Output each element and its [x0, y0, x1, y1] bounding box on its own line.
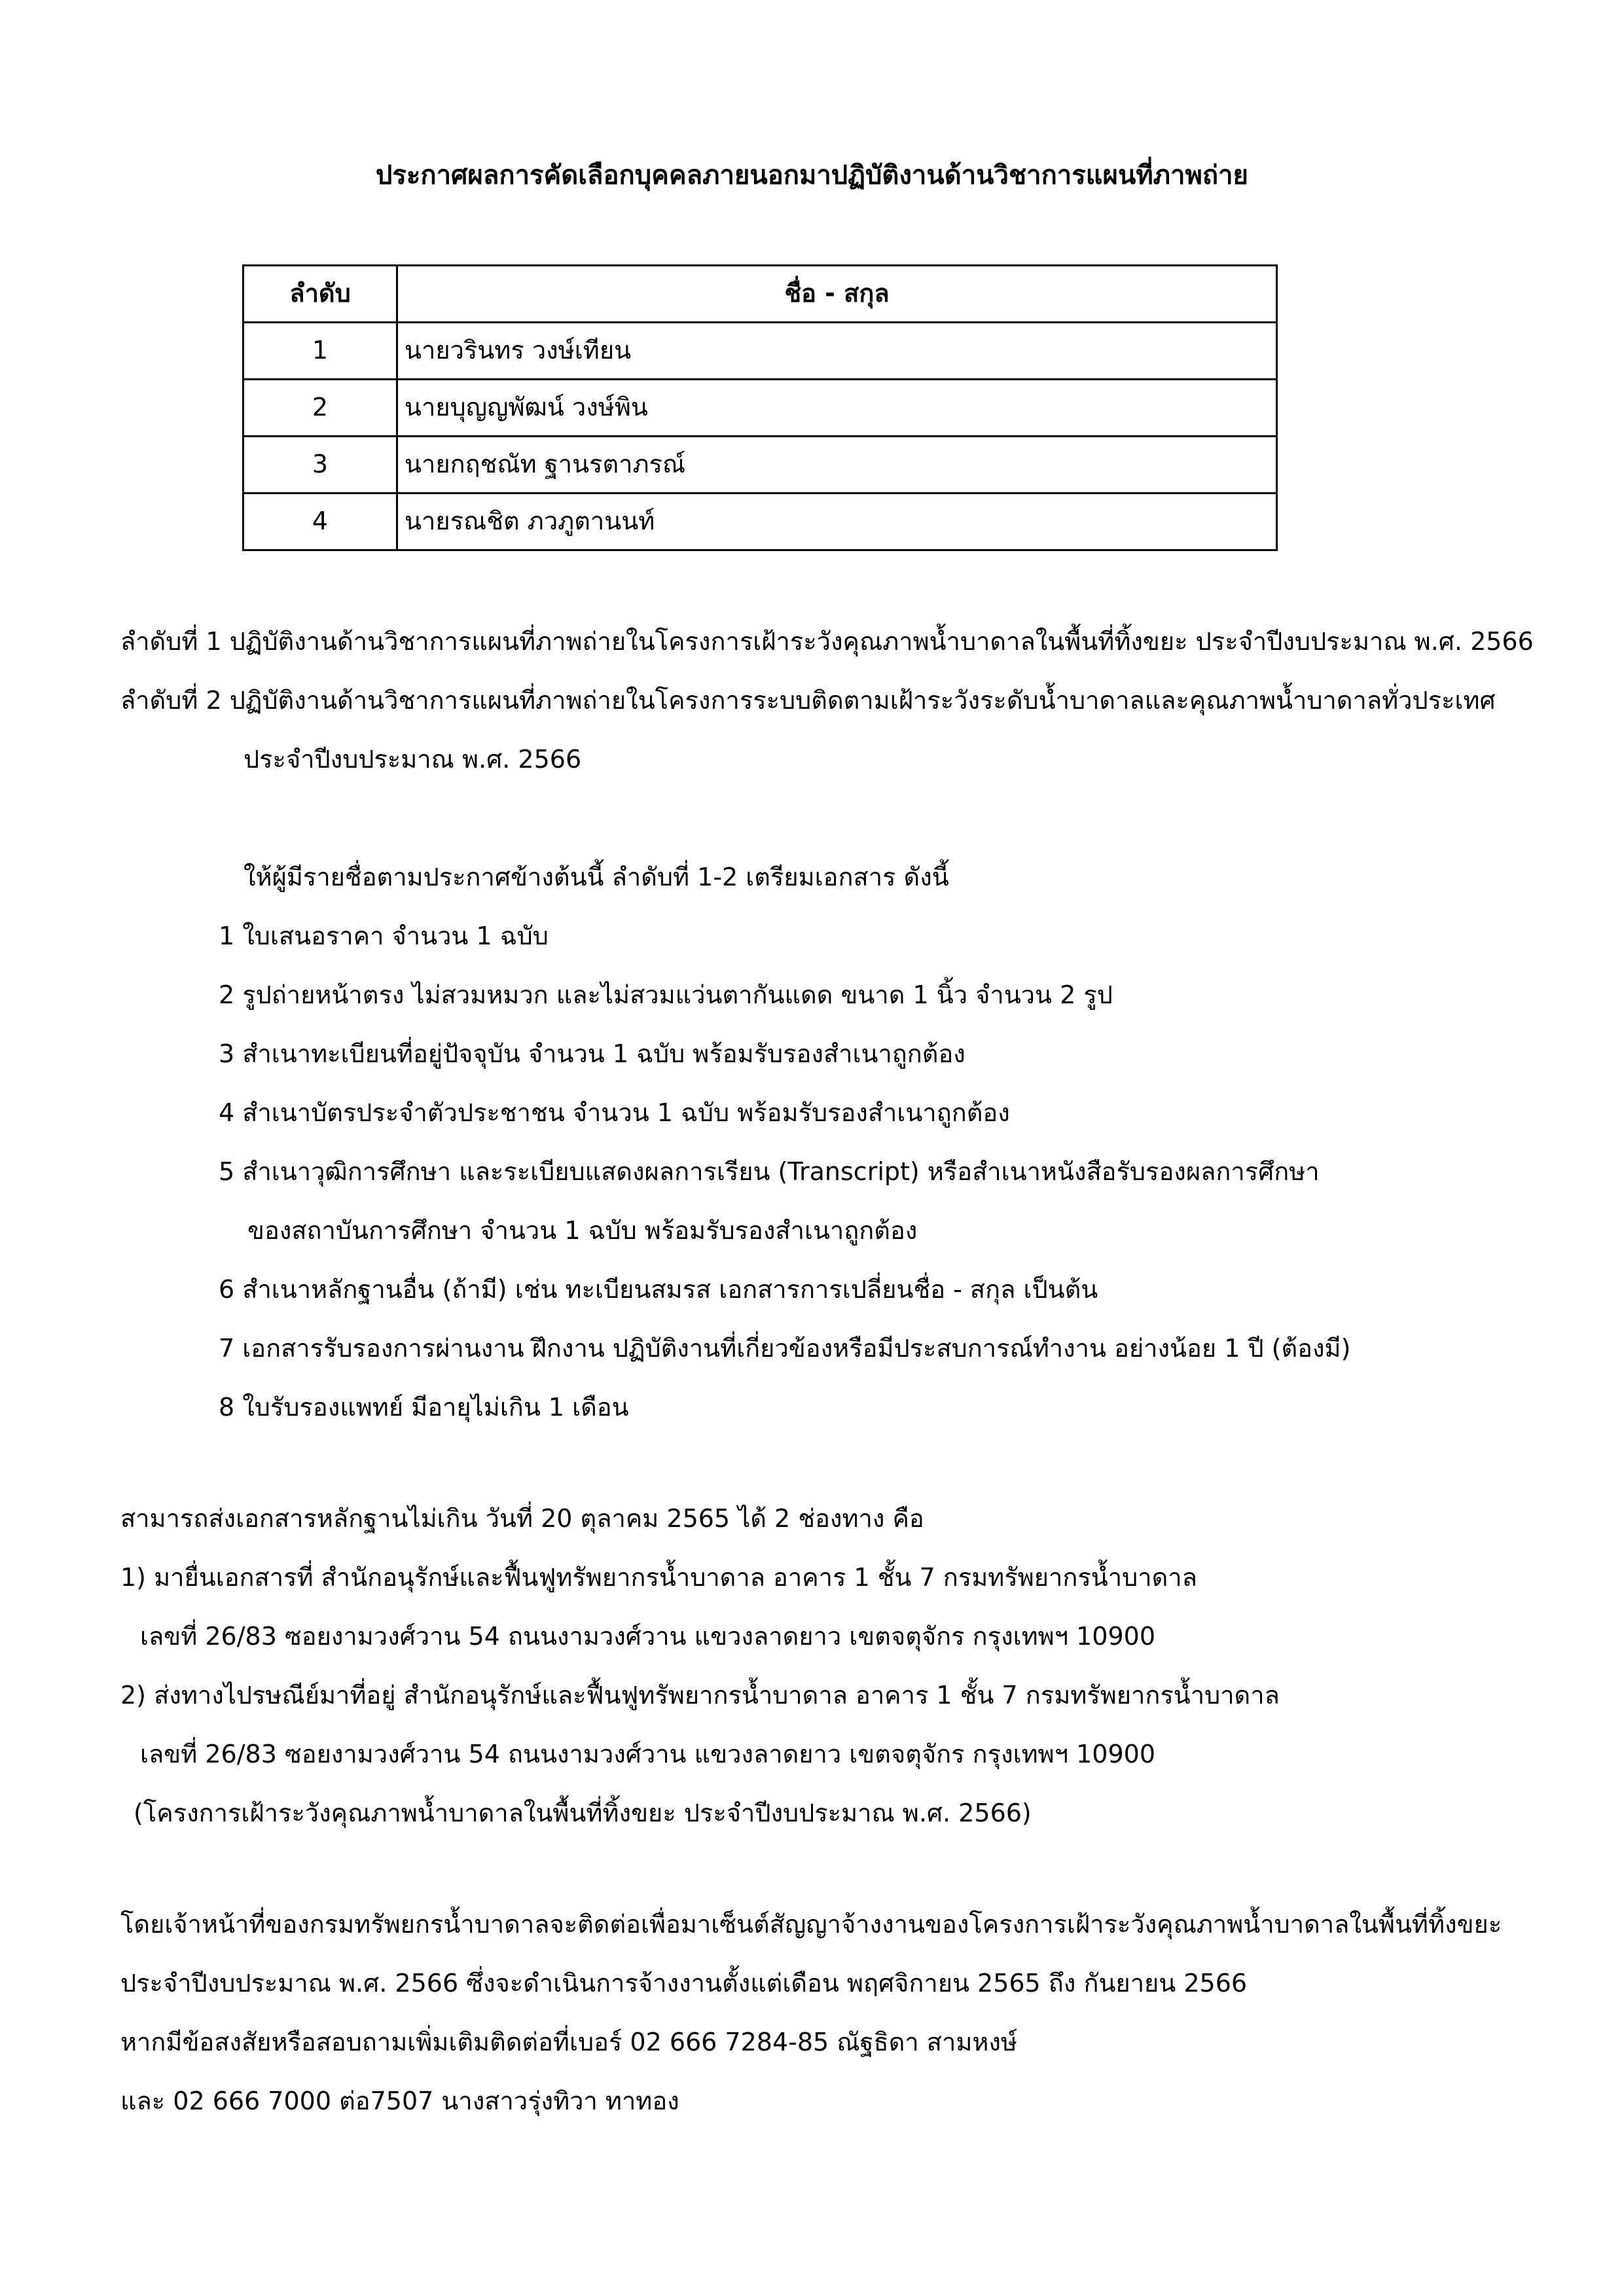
- row-name: นายวรินทร วงษ์เทียน: [397, 323, 1277, 380]
- column-header-name: ชื่อ - สกุล: [397, 266, 1277, 323]
- row-name: นายกฤชณัท ฐานรตาภรณ์: [397, 437, 1277, 493]
- table-row: [244, 437, 1277, 493]
- contact-line: ประจำปีงบประมาณ พ.ศ. 2566 ซึ่งจะดำเนินการจ้างงานตั้งแต่เดือน พฤศจิกายน 2565 ถึง กันยายน 2566: [120, 1969, 1248, 1998]
- document-item: 7 เอกสารรับรองการผ่านงาน ฝึกงาน ปฏิบัติงานที่เกี่ยวข้องหรือมีประสบการณ์ทำงาน อย่างน้อย 1 ปี (ต้องมี): [219, 1334, 1351, 1363]
- document-item: 3 สำเนาทะเบียนที่อยู่ปัจจุบัน จำนวน 1 ฉบับ พร้อมรับรองสำเนาถูกต้อง: [219, 1039, 965, 1068]
- row-number: 4: [244, 493, 397, 550]
- document-item: 5 สำเนาวุฒิการศึกษา และระเบียบแสดงผลการเรียน (Transcript) หรือสำเนาหนังสือรับรองผลการศึกษา: [219, 1157, 1320, 1186]
- page-title: ประกาศผลการคัดเลือกบุคคลภายนอกมาปฏิบัติงานด้านวิชาการแผนที่ภาพถ่าย: [375, 160, 1248, 190]
- row-number: 1: [244, 323, 397, 380]
- column-header-order: ลำดับ: [244, 266, 397, 323]
- table-header-row: [244, 266, 1277, 323]
- candidate-table: [242, 264, 1278, 551]
- submission-address: เลขที่ 26/83 ซอยงามวงศ์วาน 54 ถนนงามวงศ์วาน แขวงลาดยาว เขตจตุจักร กรุงเทพฯ 10900: [140, 1622, 1156, 1651]
- table-row: [244, 323, 1277, 380]
- table-row: [244, 493, 1277, 550]
- submission-line: 1) มายื่นเอกสารที่ สำนักอนุรักษ์และฟื้นฟูทรัพยากรน้ำบาดาล อาคาร 1 ชั้น 7 กรมทรัพยากรน้ำบาดาล: [120, 1563, 1197, 1592]
- documents-intro: ให้ผู้มีรายชื่อตามประกาศข้างต้นนี้ ลำดับที่ 1-2 เตรียมเอกสาร ดังนี้: [244, 863, 949, 891]
- submission-line: 2) ส่งทางไปรษณีย์มาที่อยู่ สำนักอนุรักษ์และฟื้นฟูทรัพยากรน้ำบาดาล อาคาร 1 ชั้น 7 กรมทรัพยากรน้ำบาดาล: [120, 1681, 1280, 1710]
- row-number: 2: [244, 380, 397, 437]
- contact-line: หากมีข้อสงสัยหรือสอบถามเพิ่มเติมติดต่อที่เบอร์ 02 666 7284-85 ณัฐธิดา สามหงษ์: [120, 2028, 1018, 2056]
- assignment-line-2-continued: ประจำปีงบประมาณ พ.ศ. 2566: [244, 745, 582, 774]
- assignment-line-2: ลำดับที่ 2 ปฏิบัติงานด้านวิชาการแผนที่ภาพถ่ายในโครงการระบบติดตามเฝ้าระวังระดับน้ำบาดาลและคุณภาพน้ำบาดาลทั่วประเทศ: [120, 686, 1496, 715]
- row-name: นายรณชิต ภวภูตานนท์: [397, 493, 1277, 550]
- submission-project-note: (โครงการเฝ้าระวังคุณภาพน้ำบาดาลในพื้นที่ทิ้งขยะ ประจำปีงบประมาณ พ.ศ. 2566): [134, 1799, 1032, 1827]
- document-item: 8 ใบรับรองแพทย์ มีอายุไม่เกิน 1 เดือน: [219, 1393, 629, 1422]
- document-item: 1 ใบเสนอราคา จำนวน 1 ฉบับ: [219, 922, 549, 950]
- table-row: [244, 380, 1277, 437]
- row-number: 3: [244, 437, 397, 493]
- contact-line: และ 02 666 7000 ต่อ7507 นางสาวรุ่งทิวา ทาทอง: [120, 2087, 679, 2115]
- submission-address: เลขที่ 26/83 ซอยงามวงศ์วาน 54 ถนนงามวงศ์วาน แขวงลาดยาว เขตจตุจักร กรุงเทพฯ 10900: [140, 1740, 1156, 1768]
- document-item: 2 รูปถ่ายหน้าตรง ไม่สวมหมวก และไม่สวมแว่นตากันแดด ขนาด 1 นิ้ว จำนวน 2 รูป: [219, 980, 1113, 1009]
- assignment-line-1: ลำดับที่ 1 ปฏิบัติงานด้านวิชาการแผนที่ภาพถ่ายในโครงการเฝ้าระวังคุณภาพน้ำบาดาลในพื้นที่ทิ้งขยะ ประจำปีงบประมาณ พ.ศ. 2566: [120, 627, 1534, 656]
- contact-line: โดยเจ้าหน้าที่ของกรมทรัพยกรน้ำบาดาลจะติดต่อเพื่อมาเซ็นต์สัญญาจ้างงานของโครงการเฝ้าระวังคุณภาพน้ำบาดาลในพื้นที่ทิ้งขยะ: [120, 1910, 1502, 1939]
- document-item-continued: ของสถาบันการศึกษา จำนวน 1 ฉบับ พร้อมรับรองสำเนาถูกต้อง: [247, 1216, 918, 1245]
- document-item: 6 สำเนาหลักฐานอื่น (ถ้ามี) เช่น ทะเบียนสมรส เอกสารการเปลี่ยนชื่อ - สกุล เป็นต้น: [219, 1275, 1098, 1304]
- submission-intro: สามารถส่งเอกสารหลักฐานไม่เกิน วันที่ 20 ตุลาคม 2565 ได้ 2 ช่องทาง คือ: [120, 1504, 924, 1533]
- document-item: 4 สำเนาบัตรประจำตัวประชาชน จำนวน 1 ฉบับ พร้อมรับรองสำเนาถูกต้อง: [219, 1098, 1010, 1127]
- row-name: นายบุญญพัฒน์ วงษ์พิน: [397, 380, 1277, 437]
